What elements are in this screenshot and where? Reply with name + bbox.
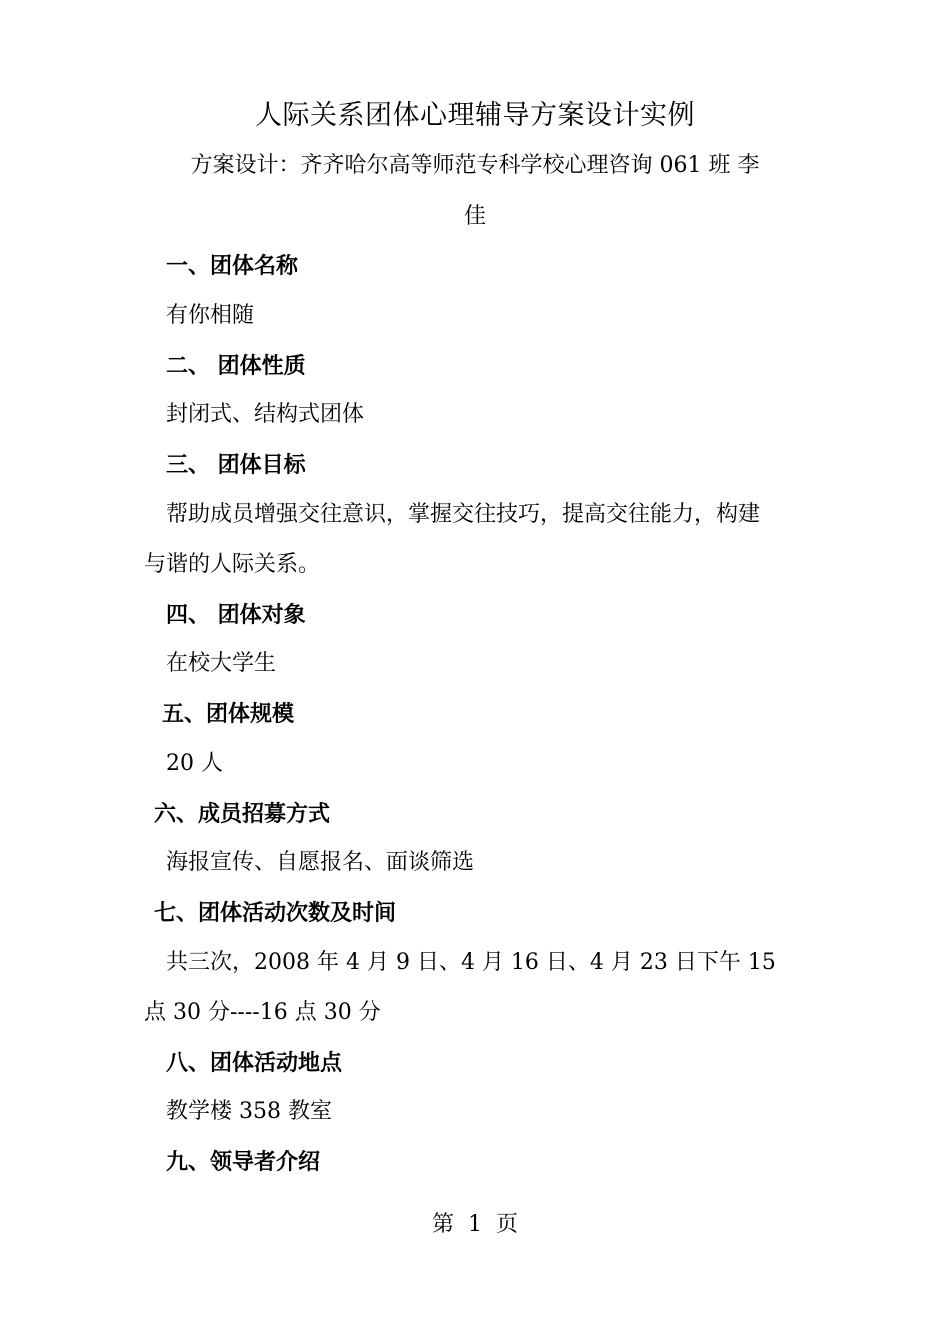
section-heading-leader: 九、领导者介绍 [166,1149,321,1175]
section-heading-target: 四、 团体对象 [166,602,306,628]
author-line-continued: 佳 [463,204,486,229]
section-body-goal-line1: 帮助成员增强交往意识，掌握交往技巧，提高交往能力，构建 [166,502,761,527]
section-body-target: 在校大学生 [166,651,277,676]
section-heading-location: 八、团体活动地点 [166,1050,343,1076]
section-heading-scale: 五、团体规模 [162,701,295,727]
section-body-schedule-line1: 共三次，2008 年 4 月 9 日、4 月 16 日、4 月 23 日下午 15 [166,950,776,975]
section-body-location: 教学楼 358 教室 [166,1099,332,1124]
section-body-goal-line2: 与谐的人际关系。 [144,552,321,577]
section-heading-goal: 三、 团体目标 [166,452,306,478]
document-title: 人际关系团体心理辅导方案设计实例 [255,100,695,131]
section-heading-schedule: 七、团体活动次数及时间 [154,900,397,926]
section-body-name: 有你相随 [166,303,255,328]
author-line: 方案设计：齐齐哈尔高等师范专科学校心理咨询 061 班 李 [190,153,760,178]
page-number-footer: 第 1 页 [432,1212,518,1237]
section-body-scale: 20 人 [166,751,223,776]
section-body-schedule-line2: 点 30 分----16 点 30 分 [144,1000,381,1025]
section-body-nature: 封闭式、结构式团体 [166,402,365,427]
section-heading-nature: 二、 团体性质 [166,353,306,379]
section-heading-recruitment: 六、成员招募方式 [154,801,331,827]
section-body-recruitment: 海报宣传、自愿报名、面谈筛选 [166,850,475,875]
section-heading-name: 一、团体名称 [166,253,299,279]
